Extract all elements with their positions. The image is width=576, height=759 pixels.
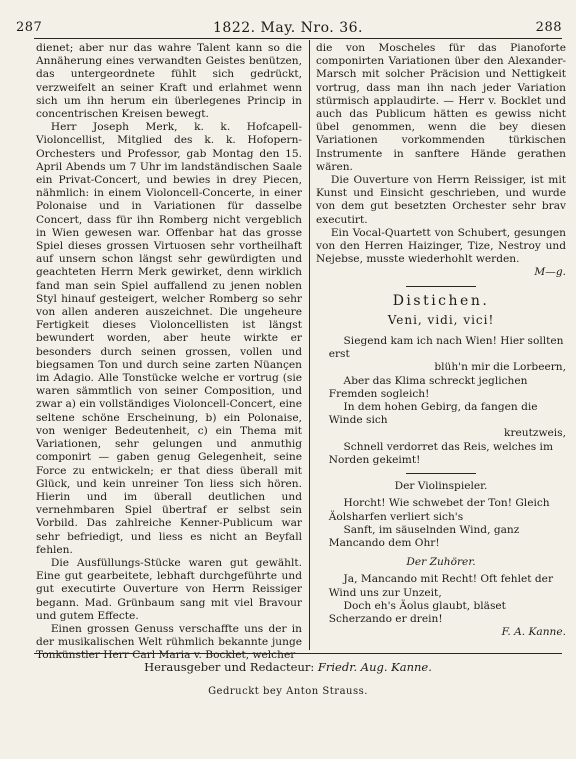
zuhoerer-title: Der Zuhörer. — [406, 556, 476, 569]
right-paragraph-2: Die Ouverture von Herrn Reissiger, ist mit Kunst und Einsicht geschrieben, und wurde von dem gut besetzten Orchester sehr brav executirt. — [316, 174, 566, 226]
violinspieler-title: Der Violinspieler. — [394, 480, 488, 493]
issue-header: 1822. May. Nro. 36. — [213, 20, 363, 36]
header-rule — [34, 38, 562, 39]
page-number-left: 287 — [16, 20, 43, 35]
left-paragraph-1: dienet; aber nur das wahre Talent kann so die Annäherung eines verwandten Geistes benützen, das untergeordnete fühlt sich gedrückt, verzweifelt an seiner Kraft und erlahmet wenn sich um ihn herum ein überlegenes Princip in concentrischen Kreisen bewegt. — [36, 42, 302, 121]
publisher-label: Herausgeber und Redacteur: — [144, 660, 315, 674]
column-divider — [309, 40, 310, 650]
verse-text: In dem hohen Gebirg, da fangen die Winde sich — [328, 401, 538, 427]
verse-line — [316, 401, 566, 441]
article-signature: M—g. — [534, 266, 566, 279]
right-paragraph-1: die von Moscheles für das Pianoforte componirten Variationen über den Alexander-Marsch mit solcher Präcision und Nettigkeit vortrug, dass man ihn nach jeder Variation stürmisch applaudirte. — Herr v. Bocklet und auch das Publicum hätten es gewiss nicht übel genommen, wenn die bey diesen Variationen vorkommenden türkischen Instrumente in sanftere Hände gerathen wären. — [316, 42, 566, 173]
verse-continuation: blüh'n mir die Lorbeern, — [434, 361, 566, 374]
right-column — [316, 42, 566, 650]
verse-line: Schnell verdorret das Reis, welches im Norden gekeimt! — [328, 440, 553, 466]
verse-line: Ja, Mancando mit Recht! Oft fehlet der Wind uns zur Unzeit, — [328, 573, 554, 599]
printer-line: Gedruckt bey Anton Strauss. — [208, 686, 368, 697]
verse-continuation: kreutzweis, — [504, 427, 566, 440]
section-divider — [406, 286, 476, 287]
verse-line: Doch eh's Äolus glaubt, bläset Scherzando er drein! — [328, 599, 506, 625]
verse-text: Siegend kam ich nach Wien! Hier sollten erst — [328, 335, 564, 361]
verse-line: Aber das Klima schreckt jeglichen Fremden sogleich! — [328, 374, 528, 400]
left-column — [36, 42, 302, 662]
left-paragraph-3: Die Ausfüllungs-Stücke waren gut gewählt. Eine gut gearbeitete, lebhaft durchgeführte und gut executirte Ouverture von Herrn Reissiger begann. Mad. Grünbaum sang mit viel Bravour und gutem Effecte. — [36, 556, 302, 622]
distichen-subtitle: Veni, vidi, vici! — [387, 312, 495, 327]
distichen-title: Distichen. — [392, 292, 490, 309]
left-paragraph-2: Herr Joseph Merk, k. k. Hofcapell-Violoncellist, Mitglied des k. k. Hofopern-Orchesters und Professor, gab Montag den 15. April Abends um 7 Uhr im landständischen Saale ein Privat-Concert, und bewies in drey Piecen, nähmlich: in einem Violoncell-Concerte, in einer Polonaise und in Variationen für dasselbe Concert, dass für ihn Romberg nicht vergeblich in Wien gewesen war. Offenbar hat das grosse Spiel dieses grossen Virtuosen sehr vortheilhaft auf unsern schon längst sehr gewürdigten und geachteten Herrn Merk gewirket, denn wirklich fand man sein Spiel auffallend zu jenen noblen Styl hinauf gesteigert, welcher Romberg so sehr von allen anderen auszeichnet. Die ungeheure Fertigkeit dieses Violoncellisten ist längst bewundert worden, aber heute wirkte er besonders durch seinen grossen, vollen und biegsamen Ton und durch seine zarten Nüançen im Adagio. Alle Tonstücke welche er vortrug (sie waren sämmtlich von seiner Composition, und zwar a) ein vollständiges Violoncell-Concert, eine seltene schöne Erscheinung, b) ein Polonaise, von weniger Bedeutenheit, c) ein Thema mit Variationen, sehr gelungen und anmuthig componirt — gaben genug Gelegenheit, seine Force zu entwickeln; er that diess überall mit Glück, und kein unreiner Ton liess sich hören. Hierin und im überall deutlichen und vernehmbaren Spiel übertraf er selbst sein Vorbild. Das zahlreiche Kenner-Publicum war sehr befriedigt, und liess es nicht an Beyfall fehlen. — [36, 121, 302, 556]
page-number-right: 288 — [535, 20, 562, 35]
poem-signature: F. A. Kanne. — [501, 626, 566, 639]
verse-line: Horcht! Wie schwebet der Ton! Gleich Äolsharfen verliert sich's — [328, 497, 550, 523]
right-paragraph-3: Ein Vocal-Quartett von Schubert, gesungen von den Herren Haizinger, Tize, Nestroy und Nejebse, musste wiederhohlt werden. — [316, 226, 566, 266]
left-paragraph-4: Einen grossen Genuss verschaffte uns der in der musikalischen Welt rühmlich bekannte junge Tonkünstler Herr Carl Maria v. Bocklet, welcher — [36, 622, 302, 662]
publisher-line — [0, 660, 576, 674]
publisher-name: Friedr. Aug. Kanne. — [317, 660, 432, 674]
verse-line: Sanft, im säuselnden Wind, ganz Mancando dem Ohr! — [328, 523, 520, 549]
section-divider — [406, 473, 476, 474]
footer-rule — [34, 653, 562, 654]
verse-line — [316, 335, 566, 375]
